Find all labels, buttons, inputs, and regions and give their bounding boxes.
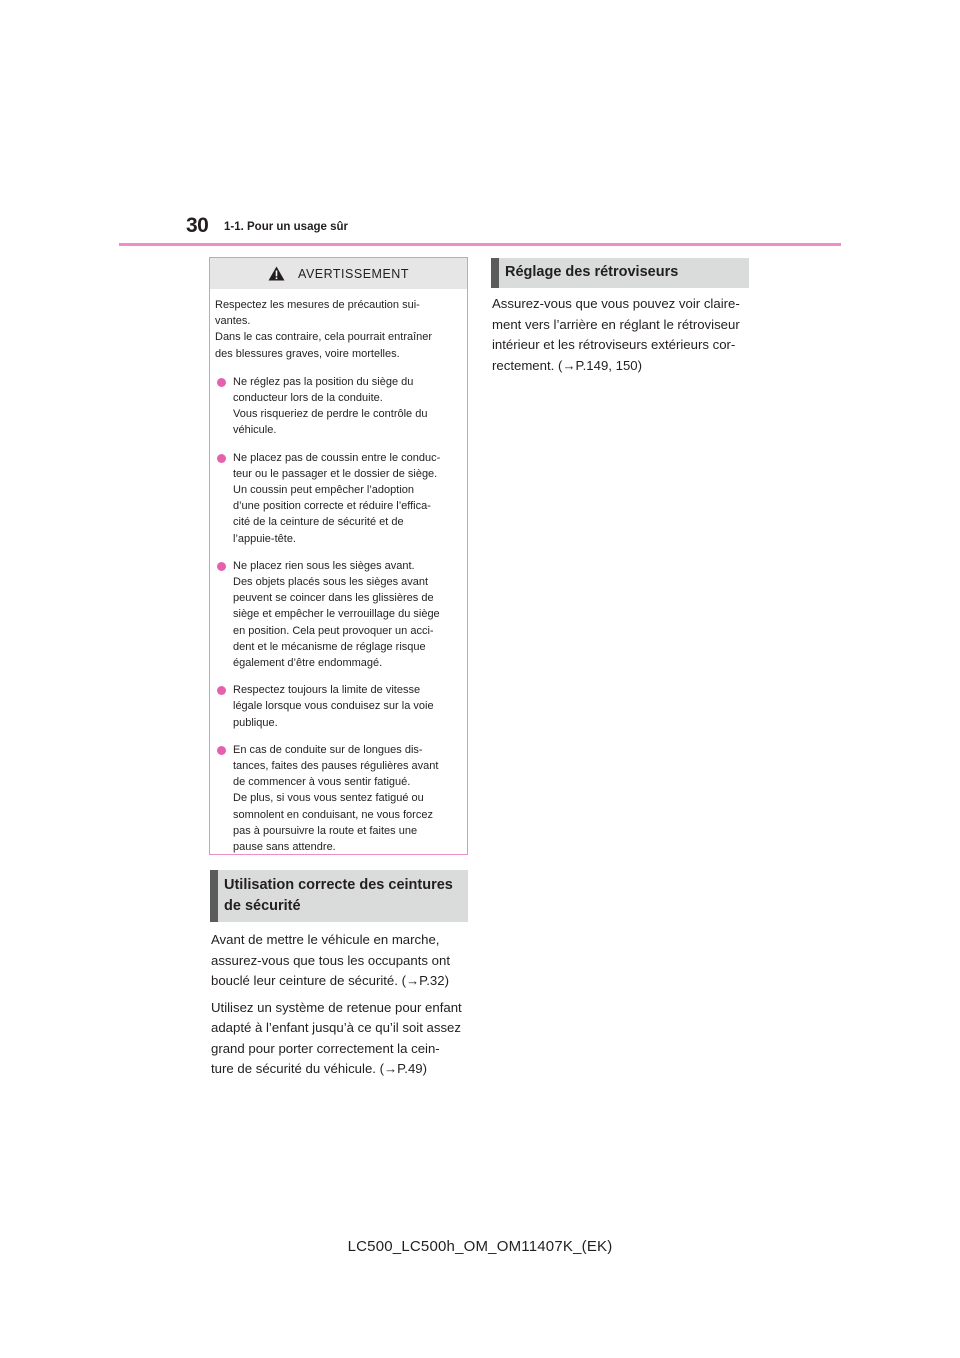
warning-item: En cas de conduite sur de longues dis- tances, faites des pauses régulières avant de commencer à vous sentir fatigué. De plus, si vous vous sentez fatigué ou somnolent en conduisant, ne vous forcez pas à poursuivre la route et faites une pause sans attendre. — [215, 742, 459, 855]
bullet-dot-icon — [217, 746, 226, 755]
warning-title: AVERTISSEMENT — [298, 266, 409, 281]
warning-box — [209, 257, 468, 855]
mirrors-section-body — [492, 294, 750, 382]
document-code: LC500_LC500h_OM_OM11407K_(EK) — [347, 1238, 613, 1255]
paragraph: Assurez-vous que vous pouvez voir claire- ment vers l’arrière en réglant le rétroviseur intérieur et les rétroviseurs extérieurs cor- rectement. (→P.149, 150) — [492, 296, 740, 373]
bullet-dot-icon — [217, 378, 226, 387]
warning-intro: Respectez les mesures de précaution sui- vantes. Dans le cas contraire, cela pourrait entraîner des blessures graves, voire mortelles. — [215, 299, 433, 360]
seatbelt-section-body — [211, 930, 467, 1086]
warning-item: Ne réglez pas la position du siège du conducteur lors de la conduite. Vous risqueriez de perdre le contrôle du véhicule. — [215, 374, 459, 439]
bullet-dot-icon — [217, 454, 226, 463]
mirrors-section-heading: Réglage des rétroviseurs — [491, 258, 749, 288]
paragraph: Utilisez un système de retenue pour enfant adapté à l’enfant jusqu’à ce qu’il soit assez grand pour porter correctement la cein- ture de sécurité du véhicule. (→P.49) — [211, 999, 462, 1076]
warning-item: Ne placez rien sous les sièges avant. Des objets placés sous les sièges avant peuvent se coincer dans les glissières de siège et empêcher le verrouillage du siège en position. Cela peut provoquer un acci- dent et le mécanisme de réglage risque également d’être endommagé. — [215, 558, 459, 671]
section-breadcrumb: 1-1. Pour un usage sûr — [224, 221, 348, 233]
paragraph: Avant de mettre le véhicule en marche, assurez-vous que tous les occupants ont bouclé leur ceinture de sécurité. (→P.32) — [211, 932, 450, 988]
warning-item: Respectez toujours la limite de vitesse légale lorsque vous conduisez sur la voie publique. — [215, 682, 459, 731]
bullet-dot-icon — [217, 562, 226, 571]
warning-header — [210, 258, 467, 289]
warning-item: Ne placez pas de coussin entre le conduc- teur ou le passager et le dossier de siège. Un coussin peut empêcher l’adoption d’une position correcte et réduire l’effica- cité de la ceinture de sécurité et de l’appuie-tête. — [215, 450, 459, 547]
warning-triangle-icon — [268, 266, 285, 281]
bullet-dot-icon — [217, 686, 226, 695]
page-number: 30 — [186, 214, 209, 237]
seatbelt-section-heading: Utilisation correcte des ceintures de sécurité — [210, 870, 468, 922]
header-divider — [119, 243, 841, 246]
